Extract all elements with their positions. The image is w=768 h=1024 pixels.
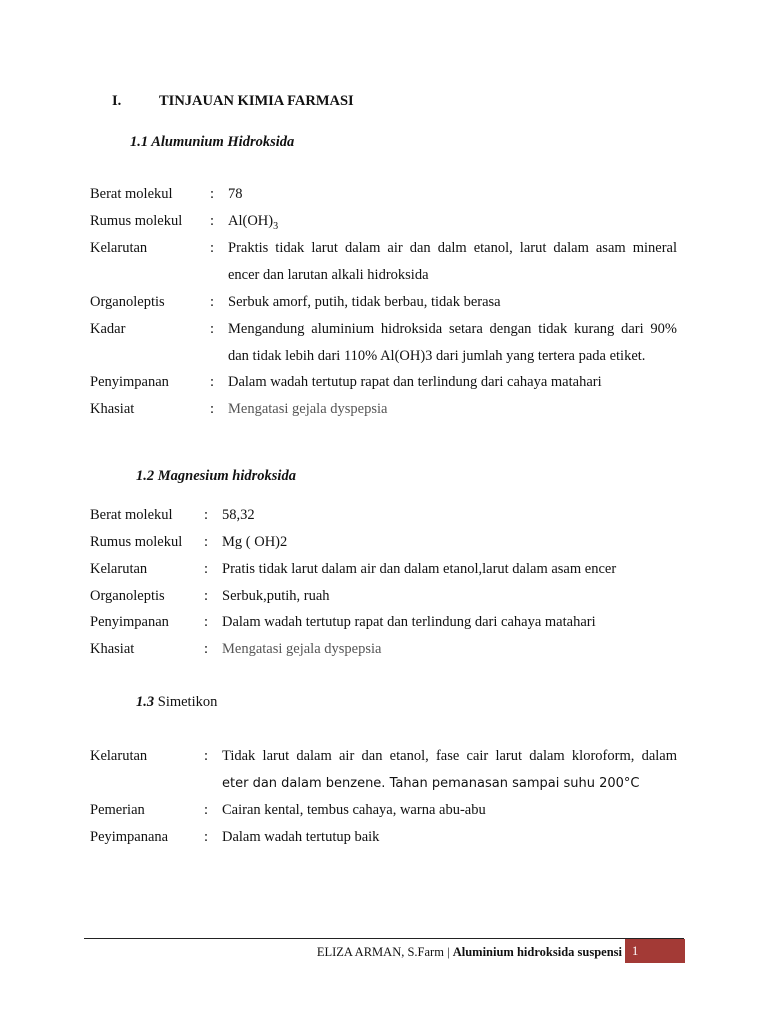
row-colon: : [204,561,209,577]
footer-divider [84,938,684,939]
section-1-title [130,134,294,151]
page-number: 1 [632,944,639,958]
row-colon: : [210,186,215,202]
row-label: Kelarutan [90,748,148,764]
section-1-name: Alumunium Hidroksida [151,134,295,150]
row-label: Pemerian [90,802,145,818]
formula-subscript: 3 [273,220,279,232]
row-colon: : [204,534,209,550]
s3-row-kelarutan [90,743,690,770]
page-number-badge [625,939,685,963]
footer-text [317,942,622,962]
row-label: Peyimpanana [90,829,169,845]
s3-row-penyimpanan [90,824,690,851]
row-value: Dalam wadah tertutup rapat dan terlindung dari cahaya matahari [228,374,602,390]
row-value-continued: dan tidak lebih dari 110% Al(OH)3 dari jumlah yang tertera pada etiket. [228,348,646,364]
s1-row-rumus-molekul [90,208,690,235]
row-value: Mengatasi gejala dyspepsia [222,641,382,657]
row-colon: : [210,294,215,310]
row-colon: : [204,641,209,657]
s1-row-berat-molekul [90,181,690,208]
row-colon: : [204,748,209,764]
s2-row-berat-molekul [90,502,690,529]
row-colon: : [204,802,209,818]
s1-row-kelarutan [90,235,690,262]
section-3-name: Simetikon [157,694,218,710]
section-2-name: Magnesium hidroksida [157,468,296,484]
row-value: Mengatasi gejala dyspepsia [228,401,388,417]
s2-row-rumus-molekul [90,529,690,556]
row-colon: : [204,588,209,604]
s1-row-kadar-cont [90,343,690,370]
row-label: Kelarutan [90,561,148,577]
section-2-title [136,468,296,485]
chapter-title: TINJAUAN KIMIA FARMASI [159,93,354,109]
row-label: Penyimpanan [90,374,169,390]
row-label: Khasiat [90,641,135,657]
row-label: Rumus molekul [90,213,183,229]
section-2-number: 1.2 [136,468,155,484]
row-colon: : [210,240,215,256]
s1-row-khasiat [90,396,690,423]
row-value: Serbuk amorf, putih, tidak berbau, tidak berasa [228,294,501,310]
row-value: Mengandung aluminium hidroksida setara dengan tidak kurang dari 90% [228,321,677,337]
row-colon: : [210,374,215,390]
section-3-number: 1.3 [136,694,155,710]
row-value: 58,32 [222,507,255,523]
chapter-heading [112,93,354,110]
s1-row-organoleptis [90,289,690,316]
s1-row-kelarutan-cont [90,262,690,289]
row-colon: : [204,829,209,845]
row-value-continued: eter dan dalam benzene. Tahan pemanasan sampai suhu 200°C [222,776,640,791]
section-3-title [136,694,217,711]
section-1-number: 1.1 [130,134,149,150]
footer-author: ELIZA ARMAN, S.Farm [316,945,444,959]
row-label: Kelarutan [90,240,148,256]
row-colon: : [210,321,215,337]
s1-row-kadar [90,316,690,343]
row-value-continued: encer dan larutan alkali hidroksida [228,267,429,283]
formula-text: Al(OH) [228,213,274,229]
row-value: 78 [228,186,243,202]
row-label: Rumus molekul [90,534,183,550]
row-colon: : [204,507,209,523]
s2-row-khasiat [90,636,690,663]
chapter-number: I. [112,93,122,109]
s2-row-penyimpanan [90,609,690,636]
row-label: Berat molekul [90,507,173,523]
row-value: Dalam wadah tertutup baik [222,829,380,845]
row-colon: : [210,213,215,229]
row-value: Dalam wadah tertutup rapat dan terlindung dari cahaya matahari [222,614,596,630]
row-value: Serbuk,putih, ruah [222,588,330,604]
s2-row-kelarutan [90,556,690,583]
s2-row-organoleptis [90,583,690,610]
s3-row-pemerian [90,797,690,824]
footer-doc-title: Aluminium hidroksida suspensi [452,945,622,959]
s1-row-penyimpanan [90,369,690,396]
row-label: Penyimpanan [90,614,169,630]
row-value: Pratis tidak larut dalam air dan dalam etanol,larut dalam asam encer [222,561,617,577]
row-value: Cairan kental, tembus cahaya, warna abu-abu [222,802,486,818]
s3-row-kelarutan-cont [90,770,690,797]
row-colon: : [210,401,215,417]
row-value: Tidak larut dalam air dan etanol, fase cair larut dalam kloroform, dalam [222,748,677,764]
row-label: Organoleptis [90,294,165,310]
row-value: Mg ( OH)2 [222,534,288,550]
row-label: Organoleptis [90,588,165,604]
row-label: Berat molekul [90,186,173,202]
row-label: Kadar [90,321,126,337]
footer-separator: | [447,945,450,959]
row-colon: : [204,614,209,630]
row-value: Praktis tidak larut dalam air dan dalm etanol, larut dalam asam mineral [228,240,677,256]
row-label: Khasiat [90,401,135,417]
